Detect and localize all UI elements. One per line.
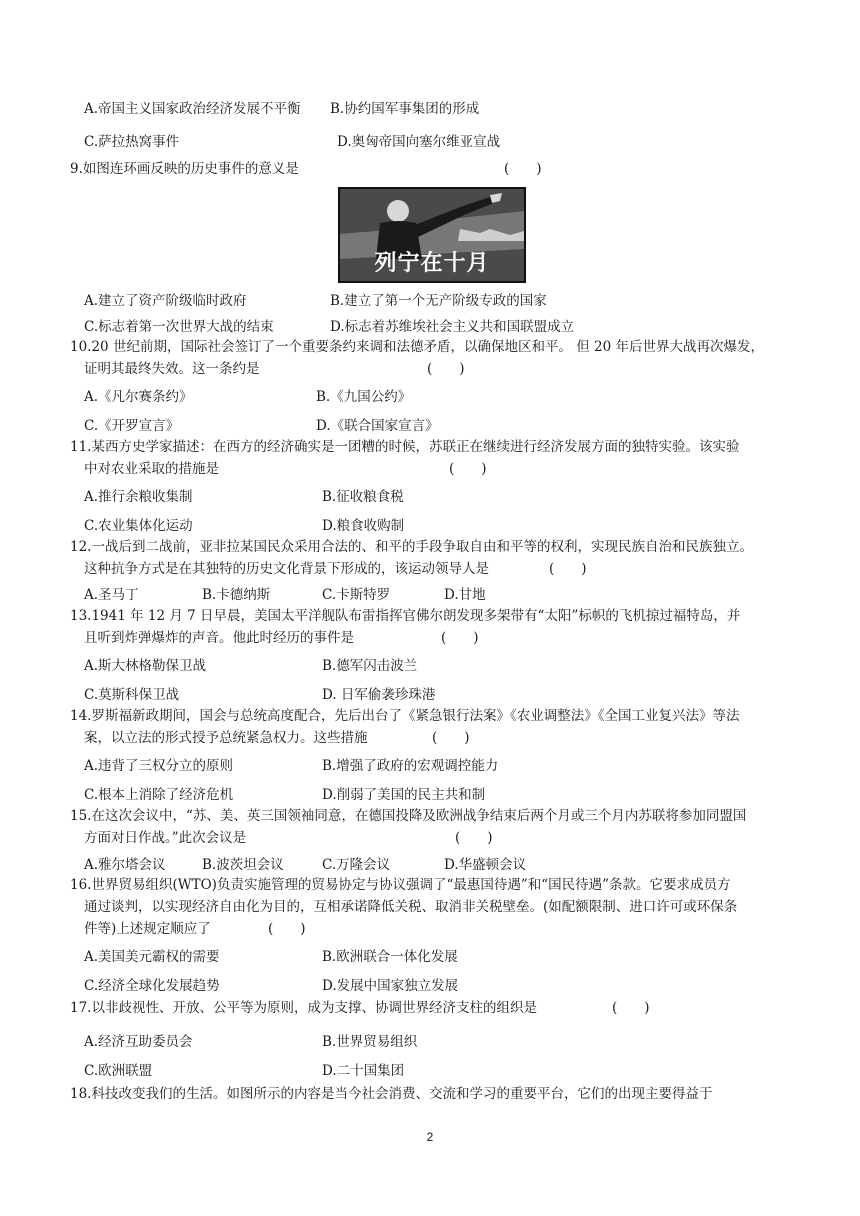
q17-stem: 17.以非歧视性、开放、公平等为原则，成为支撑、协调世界经济支柱的组织是 xyxy=(70,1000,537,1016)
q10-answer-paren: ( ) xyxy=(427,361,465,377)
q17-option-b: B.世界贸易组织 xyxy=(322,1034,418,1050)
q9-option-a: A.建立了资产阶级临时政府 xyxy=(84,293,247,309)
q11-option-d: D.粮食收购制 xyxy=(322,518,405,534)
q8-option-b: B.协约国军事集团的形成 xyxy=(330,101,480,117)
q13-answer-paren: ( ) xyxy=(441,630,479,646)
q16-option-b: B.欧洲联合一体化发展 xyxy=(322,949,458,965)
q13-option-d: D. 日军偷袭珍珠港 xyxy=(322,687,436,703)
q14-option-a: A.违背了三权分立的原则 xyxy=(84,758,234,774)
q10-stem-line1: 10.20 世纪前期，国际社会签订了一个重要条约来调和法德矛盾，以确保地区和平。 但 20 年后世界大战再次爆发， xyxy=(70,339,764,355)
q15-answer-paren: ( ) xyxy=(455,830,493,846)
q16-option-d: D.发展中国家独立发展 xyxy=(322,978,459,994)
q18-stem: 18.科技改变我们的生活。如图所示的内容是当今社会消费、交流和学习的重要平台，它们的出现主要得益于 xyxy=(70,1086,713,1102)
q9-option-c: C.标志着第一次世界大战的结束 xyxy=(84,319,274,335)
q14-option-d: D.削弱了美国的民主共和制 xyxy=(322,787,486,803)
q16-option-a: A.美国美元霸权的需要 xyxy=(84,949,220,965)
q13-option-a: A.斯大林格勒保卫战 xyxy=(84,658,207,674)
q10-option-b: B.《九国公约》 xyxy=(316,389,412,405)
q13-stem-line1: 13.1941 年 12 月 7 日早晨，美国太平洋舰队布雷指挥官佛尔朗发现多架带有“太阳”标帜的飞机掠过福特岛，并 xyxy=(70,608,741,624)
q17-option-c: C.欧洲联盟 xyxy=(84,1063,153,1079)
q12-stem-line2: 这种抗争方式是在其独特的历史文化背景下形成的，该运动领导人是 xyxy=(84,561,489,577)
q13-stem-line2: 且听到炸弹爆炸的声音。他此时经历的事件是 xyxy=(84,630,354,646)
q10-stem-line2: 证明其最终失效。这一条约是 xyxy=(84,361,260,377)
q10-option-c: C.《开罗宣言》 xyxy=(84,418,180,434)
q12-option-a: A.圣马丁 xyxy=(84,587,139,603)
page-number: 2 xyxy=(426,1130,434,1144)
q12-stem-line1: 12.一战后到二战前，亚非拉某国民众采用合法的、和平的手段争取自由和平等的权利，实现民族自治和民族独立。 xyxy=(70,539,753,555)
q12-option-b: B.卡德纳斯 xyxy=(202,587,271,603)
lenin-comic-image xyxy=(338,187,526,283)
q11-stem-line2: 中对农业采取的措施是 xyxy=(84,461,219,477)
q8-option-d: D.奥匈帝国向塞尔维亚宣战 xyxy=(337,134,501,150)
q15-stem-line1: 15.在这次会议中，“苏、美、英三国领袖同意，在德国投降及欧洲战争结束后两个月或三个月内苏联将参加同盟国 xyxy=(70,808,747,824)
q11-option-a: A.推行余粮收集制 xyxy=(84,489,193,505)
q10-option-a: A.《凡尔赛条约》 xyxy=(84,389,193,405)
q12-answer-paren: ( ) xyxy=(549,561,587,577)
q17-option-a: A.经济互助委员会 xyxy=(84,1034,193,1050)
q14-option-b: B.增强了政府的宏观调控能力 xyxy=(322,758,499,774)
q16-option-c: C.经济全球化发展趋势 xyxy=(84,978,220,994)
figure-caption: 列宁在十月 xyxy=(374,251,490,276)
q9-answer-paren: ( ) xyxy=(504,161,542,177)
q12-option-c: C.卡斯特罗 xyxy=(322,587,391,603)
q15-option-b: B.波茨坦会议 xyxy=(202,857,284,873)
q9-option-b: B.建立了第一个无产阶级专政的国家 xyxy=(330,293,547,309)
q14-option-c: C.根本上消除了经济危机 xyxy=(84,787,234,803)
q15-option-c: C.万隆会议 xyxy=(322,857,391,873)
q15-option-a: A.雅尔塔会议 xyxy=(84,857,166,873)
q16-stem-line1: 16.世界贸易组织(WTO)负责实施管理的贸易协定与协议强调了“最惠国待遇”和“国民待遇”条款。它要求成员方 xyxy=(70,877,731,893)
q11-option-c: C.农业集体化运动 xyxy=(84,518,193,534)
q13-option-c: C.莫斯科保卫战 xyxy=(84,687,180,703)
q16-stem-line2: 通过谈判，以实现经济自由化为目的，互相承诺降低关税、取消非关税壁垒。(如配额限制、进口许可或环保条 xyxy=(84,899,738,915)
q11-option-b: B.征收粮食税 xyxy=(322,489,404,505)
q8-option-a: A.帝国主义国家政治经济发展不平衡 xyxy=(84,101,301,117)
q15-option-d: D.华盛顿会议 xyxy=(444,857,527,873)
q11-answer-paren: ( ) xyxy=(449,461,487,477)
q17-option-d: D.二十国集团 xyxy=(322,1063,405,1079)
q8-option-c: C.萨拉热窝事件 xyxy=(84,134,180,150)
q16-stem-line3: 件等)上述规定顺应了 xyxy=(84,921,211,937)
q14-answer-paren: ( ) xyxy=(432,730,470,746)
q14-stem-line1: 14.罗斯福新政期间，国会与总统高度配合，先后出台了《紧急银行法案》《农业调整法》《全国工业复兴法》等法 xyxy=(70,708,740,724)
q17-answer-paren: ( ) xyxy=(612,1000,650,1016)
q10-option-d: D.《联合国家宣言》 xyxy=(316,418,439,434)
q9-stem: 9.如图连环画反映的历史事件的意义是 xyxy=(70,161,299,177)
q11-stem-line1: 11.某西方史学家描述：在西方的经济确实是一团糟的时候，苏联正在继续进行经济发展方面的独特实验。该实验 xyxy=(70,439,740,455)
q13-option-b: B.德军闪击波兰 xyxy=(322,658,418,674)
q9-option-d: D.标志着苏维埃社会主义共和国联盟成立 xyxy=(330,319,575,335)
q16-answer-paren: ( ) xyxy=(268,921,306,937)
q12-option-d: D.甘地 xyxy=(444,587,486,603)
q15-stem-line2: 方面对日作战。”此次会议是 xyxy=(84,830,247,846)
q14-stem-line2: 案，以立法的形式授予总统紧急权力。这些措施 xyxy=(84,730,368,746)
